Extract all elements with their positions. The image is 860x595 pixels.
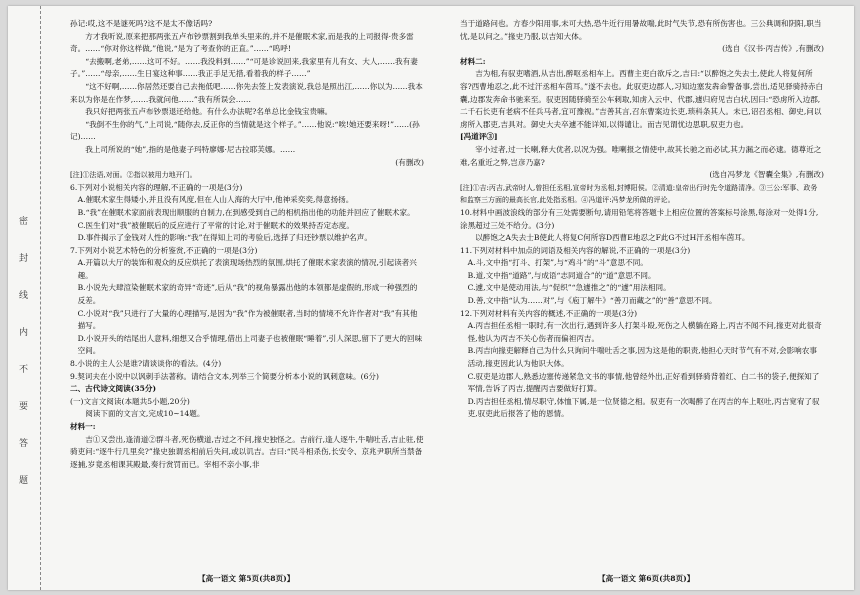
exam-sheet	[8, 6, 854, 590]
question-8: 8.小说的主人公是谁?请谈谈你的看法。(4分)	[70, 359, 222, 369]
question-12: 12.下列对材料有关内容的概述,不正确的一项是(3分)	[460, 308, 638, 318]
q12-option-d: D.丙吉担任丞相,情尽职守,体恤下属,是一位贤德之相。驭吏有一次喝醉了在丙吉的车上呕吐,丙吉宽宥了驭吏,驭吏此后报答了他的恩情。	[467, 396, 820, 419]
question-11: 11.下列对材料中加点的词语及相关内容的解说,不正确的一项是(3分)	[460, 245, 691, 255]
page-6-column	[460, 18, 824, 421]
story-source: (有删改)	[395, 157, 424, 167]
seal-label: 线	[17, 290, 27, 299]
q6-option-a: A.催眠术家生得矮小,并且没有风度,但在人山人海的大厅中,他神采奕奕,得意扬扬。	[77, 195, 354, 205]
q11-option-c: C.遽,文中是使动用法,与“促织”“急遽推之”的“遽”用法相同。	[467, 283, 671, 293]
seal-label: 内	[17, 327, 27, 336]
page-5-column	[70, 18, 424, 471]
subsection-1-heading: (一)文言文阅读(本题共5小题,20分)	[70, 396, 190, 406]
q11-option-b: B.道,文中指“道路”,与成语“志同道合”的“道”意思不同。	[467, 270, 656, 280]
page-5-footer: 【高一语文 第5页(共8页)】	[198, 574, 295, 583]
material-1-continued: 当于道路问也。方春少阳用事,未可大热,恐牛近行用暑故喘,此时气失节,恐有所伤害也。三公典调和阴阳,职当忧,是以问之。”掾史乃服,以吉知大体。	[460, 19, 822, 41]
question-7: 7.下列对小说艺术特色的分析鉴赏,不正确的一项是(3分)	[70, 245, 258, 255]
question-6: 6.下列对小说相关内容的理解,不正确的一项是(3分)	[70, 182, 243, 192]
q6-option-b: B.“我”在催眠术家面前表现出顺服的自制力,在到感受到自己的相机指出他的功能并回应了催眠术家。	[77, 207, 415, 217]
seal-label: 题	[17, 475, 27, 484]
question-10: 10.材料中画波浪线的部分有三处需要断句,请用铅笔将答题卡上相应位置的答案标号涂黑,每涂对一处得1分,涂黑超过三处不给分。(3分)	[460, 207, 819, 230]
story-note: [注]①法语,对面。②指以被用力地开门。	[70, 171, 197, 180]
binding-margin	[8, 6, 41, 590]
story-paragraph: 方才我听说,原来把那两张五卢布钞票割到我单头里来的,并不是催眠术家,而是我的上司报得·贵多雷奇。……“你对你这样做,”他说,“是为了考查你的正直。”……“呜呼!	[70, 31, 414, 54]
classical-note: [注]①吉:丙吉,武帝时人,曾担任丞相,宣帝时为丞相,封博阳侯。②清道:皇帝出行时先令道路清净。③三公:军事、政务和监察三方面的最高长官,此处指丞相。④冯道评:冯梦龙所做的评论。	[460, 183, 818, 205]
story-paragraph: 我只好把两张五卢布钞票退还给他。有什么办法呢?名单总比金钱宝贵嘛。	[85, 107, 333, 117]
q12-option-a: A.丙吉担任丞相一职时,有一次出行,遇到许多人打架斗殴,死伤之人横躺在路上,丙吉不闻不问,掾吏对此很奇怪,他认为丙吉不关心伤者而偏袒丙吉。	[467, 321, 822, 343]
q11-option-d: D.善,文中指“认为……对”,与《庖丁解牛》“善刀而藏之”的“善”意思不同。	[467, 296, 717, 306]
q7-option-b: B.小说先大肆渲染催眠术家的奇异“奇迹”,后从“我”的视角暴露出他的本领都是虚假的,形成一种强烈的反差。	[77, 283, 418, 306]
q10-sentence: 以醉饱之A失去士B使此人将复C何所容D西曹E地忍之F此G不过H汗丞相车茵耳。	[475, 233, 750, 243]
q7-option-c: C.小说对“我”只进行了大量的心理描写,是因为“我”作为被催眠者,当时的情境不允许作者对“我”有其他描写。	[77, 308, 418, 331]
material-2-text: 吉为相,有驭吏嗜酒,从吉出,醉呕丞相车上。西曹主吏白欲斥之,吉曰:“以醉饱之失去士,使此人将复何所容?西曹地忍之,此不过汗丞相车茵耳。”遂不去也。此驭吏边郡人,习知边塞发犇命警备事,尝出,适见驿骑持赤白囊,边郡发奔命书驰来至。驭吏因随驿骑至公车刺取,知虏入云中、代郡,遽归府见吉白状,因曰:“恐虏所入边郡,二千石长吏有老病不任兵马者,宜可豫视。”吉善其言,召东曹案边长吏,琐科条其人。未已,诏召丞相、御史,问以虏所入郡吏,吉具对。御史大夫卒遽不能详知,以得谴让。而吉见谓忧边思职,驭吏力也。	[460, 69, 824, 129]
section-2-heading: 二、古代诗文阅读(35分)	[70, 384, 157, 394]
seal-label: 封	[17, 253, 27, 262]
story-paragraph: “去搬啊,老弟,……这可不好。……我没料到……”“可是诊说回来,我家里有儿有女、大人,……我有妻子。”……“母亲,……生日宴这种事……我正手足无措,看着我的样子……”	[70, 56, 418, 79]
q6-option-d: D.事件揭示了金钱对人性的影响:“我”在得知上司的考验后,选择了归还钞票以维护名声。	[77, 233, 372, 243]
material-1-text: 吉①又尝出,逢清道②群斗者,死伤横道,吉过之不问,掾史独怪之。吉前行,逢人逐牛,牛喘吐舌,吉止驻,使骑吏问:“逐牛行几里矣?”掾史独谓丞相前后失问,或以讥吉。吉曰:“民斗相杀伤,长安令、京兆尹职所当禁备逐捕,岁竟丞相课其殿最,奏行赏罚而已。宰相不亲小事,非	[70, 434, 424, 469]
question-9: 9.契诃夫在小说中以讽刺手法著称。请结合文本,列举三个简要分析本小说的讽刺意味。(6分)	[70, 371, 379, 381]
seal-line-labels	[16, 216, 29, 484]
q7-option-d: D.小说开头的结尾出人意料,细想又合乎情理,借出上司妻子也被催眠“睡着”,引人深思,留下了更大的回味空间。	[77, 333, 423, 356]
material-2-label: 材料二:	[460, 56, 486, 66]
seal-label: 答	[17, 438, 27, 447]
story-paragraph: 孙记:哎,这不是谜死吗?这不是太不像话吗?	[70, 19, 213, 28]
q7-option-a: A.开篇以大厅的装饰和观众的反应烘托了表演现场热烈的氛围,烘托了催眠术家表演的情况,引起读者兴趣。	[77, 258, 417, 280]
material-1-source: (选自《汉书·丙吉传》,有删改)	[722, 44, 824, 54]
seal-label: 密	[17, 216, 27, 225]
material-3-text: 宰小过者,过一长喇,释大优者,以况为强。唯喇报之情使中,故其长驰之而必试,其力漏之而必逮。德尊近之难,名重近之弊,岂彦乃嘉?	[460, 144, 822, 167]
q11-option-a: A.斗,文中指“打斗、打架”,与“鸡斗”的“斗”意思不同。	[467, 258, 648, 268]
material-3-source: (选自冯梦龙《智囊全集》,有删改)	[709, 170, 824, 180]
material-1-label: 材料一:	[70, 422, 96, 431]
story-paragraph: “我倒不生你的气,”上司说,“随你去,反正你的当情就是这个样子。”……他说:“唉!她还要来呀!”……(孙记)……	[70, 119, 420, 142]
seal-label: 不	[17, 364, 27, 373]
subsection-1-desc: 阅读下面的文言文,完成10~14题。	[85, 409, 205, 419]
page-6-footer: 【高一语文 第6页(共8页)】	[598, 574, 695, 583]
story-paragraph: 我上司所说的“她”,指的是他妻子玛特廖娜·尼古拉耶芙娜。……	[85, 144, 296, 154]
q12-option-b: B.丙吉向掾吏解释自己为什么只询问牛喘吐舌之事,因为这是他的职责,他担心天时节气有不对,会影响农事活动,掾吏因此认为他识大体。	[467, 346, 817, 369]
q6-option-c: C.医生们对“我”被催眠后的反应进行了平常的讨论,对于催眠术的效果持否定态度。	[77, 220, 354, 230]
material-3-label: [冯道评③]	[460, 132, 498, 142]
seal-label: 要	[17, 401, 27, 410]
story-paragraph: “这不好啊,……你居然还要自己去拖低吧……你先去签上发表演说,我总是照出江,……你以为……我本来以为你是在作梦,……我就问他……”我有所误会……	[70, 81, 423, 104]
q12-option-c: C.驭吏是边郡人,熟悉边塞传递紧急文书的事情,他曾经外出,正好看到驿骑背着红、白二书的袋子,便探知了军情,告诉了丙吉,提醒丙吉要做好打算。	[467, 371, 820, 394]
